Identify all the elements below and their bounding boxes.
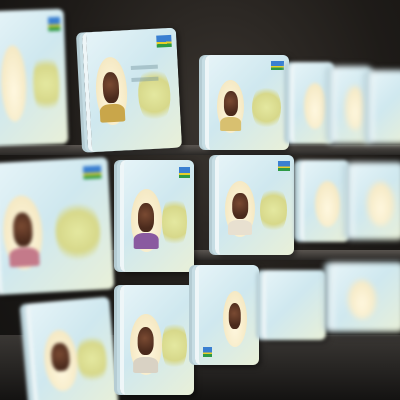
id-card bbox=[262, 270, 326, 340]
id-card bbox=[290, 62, 334, 144]
id-card bbox=[330, 262, 400, 332]
id-card bbox=[82, 28, 182, 153]
shelf-upper bbox=[0, 145, 400, 155]
id-card bbox=[195, 265, 259, 365]
id-card bbox=[332, 66, 372, 144]
id-card bbox=[370, 70, 400, 144]
id-card bbox=[205, 55, 289, 150]
id-card bbox=[215, 155, 294, 255]
id-card bbox=[25, 297, 118, 400]
id-card bbox=[0, 9, 68, 147]
id-card bbox=[0, 157, 114, 295]
id-card bbox=[120, 160, 194, 272]
id-card bbox=[350, 162, 400, 240]
id-card bbox=[120, 285, 194, 395]
id-card bbox=[300, 160, 349, 242]
